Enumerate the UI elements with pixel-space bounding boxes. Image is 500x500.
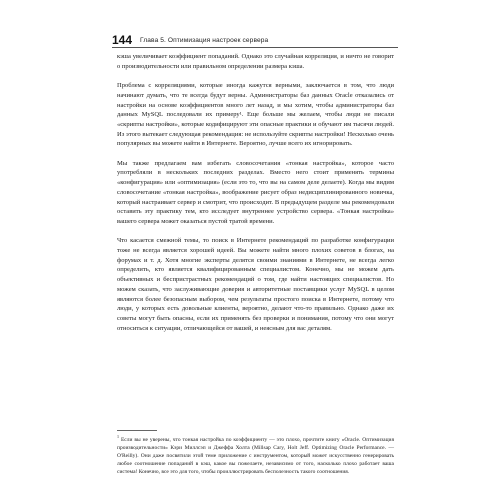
header-rule xyxy=(112,47,398,48)
running-header xyxy=(112,33,398,47)
footnote xyxy=(117,433,394,476)
paragraph: Проблема с корреляциями, которые иногда кажутся верными, заключается в том, что люди начинают думать, что те всегда будут верны. Администраторы баз данных Oracle отказались от настройки на основе коэффициентов много лет назад, и мы хотим, чтобы администраторы баз данных MySQL последовали их примеру¹. Еще больше мы желаем, чтобы люди не писали «скрипты настройки», которые кодифицируют эти опасные практики и обучают им тысячи людей. Из этого вытекает следующая рекомендация: не используйте скрипты настройки! Несколько очень популярных вы можете найти в Интернете. Вероятно, лучше всего их игнорировать. xyxy=(117,82,394,148)
footnote-rule xyxy=(117,430,157,431)
page-number: 144 xyxy=(112,33,133,47)
chapter-title: Глава 5. Оптимизация настроек сервера xyxy=(140,36,269,44)
footnote-text: Если вы не уверены, что тонкая настройка по коэффициенту — это плохо, прочтите книгу «Oracle. Оптимизация производительности» Кэри Миллсэп и Джеффа Холта (Millsap Cary, Holt Jeff. Optimizing Oracle Performance. — O'Reilly). Они даже посвятили этой теме приложение с инструментом, который может искусственно генерировать любое соотношение попаданий в кэш, какое вы пожелаете, независимо от того, насколько плохо работает ваша система! Конечно, все это для того, чтобы проиллюстрировать бесполезность такого соотношения. xyxy=(117,436,395,476)
footnote-marker: 1 xyxy=(117,434,119,439)
paragraph: кэша увеличивает коэффициент попаданий. Однако это случайная корреляция, и ничто не говорит о производительности или правильном определении размера кэша. xyxy=(117,53,394,70)
paragraph: Мы также предлагаем вам избегать словосочетания «тонкая настройка», которое часто употребляли в нескольких последних разделах. Вместо него стоит применять термины «конфигурация» или «оптимизация» (если это то, что вы на самом деле делаете). Когда мы видим словосочетание «тонкая настройка», воображение рисует образ недисциплинированного новичка, который настраивает сервер и смотрит, что происходит. В предыдущем разделе мы рекомендовали оставить эту практику тем, кто исследует внутреннее устройство сервера. «Тонкая настройка» вашего сервера может оказаться пустой тратой времени. xyxy=(117,159,394,225)
body-text xyxy=(117,52,394,333)
paragraph: Что касается смежной темы, то поиск в Интернете рекомендаций по разработке конфигурации тоже не всегда является хорошей идеей. Вы можете найти много плохих советов в блогах, на форумах и т. д. Хотя многие эксперты делятся своими знаниями в Интернете, не всегда легко определить, кто является квалифицированным специалистом. Конечно, мы не можем дать объективных и беспристрастных рекомендаций о том, где найти настоящих специалистов. Но можем сказать, что заслуживающие доверия и авторитетные поставщики услуг MySQL в целом являются более безопасным выбором, чем результаты простого поиска в Интернете, потому что люди, у которых есть довольные клиенты, вероятно, делают что-то правильно. Однако даже их советы могут быть опасны, если их применять без проверки и понимания, потому что они могут относиться к ситуации, отличающейся от вашей, и неясным для вас деталям. xyxy=(117,237,394,332)
